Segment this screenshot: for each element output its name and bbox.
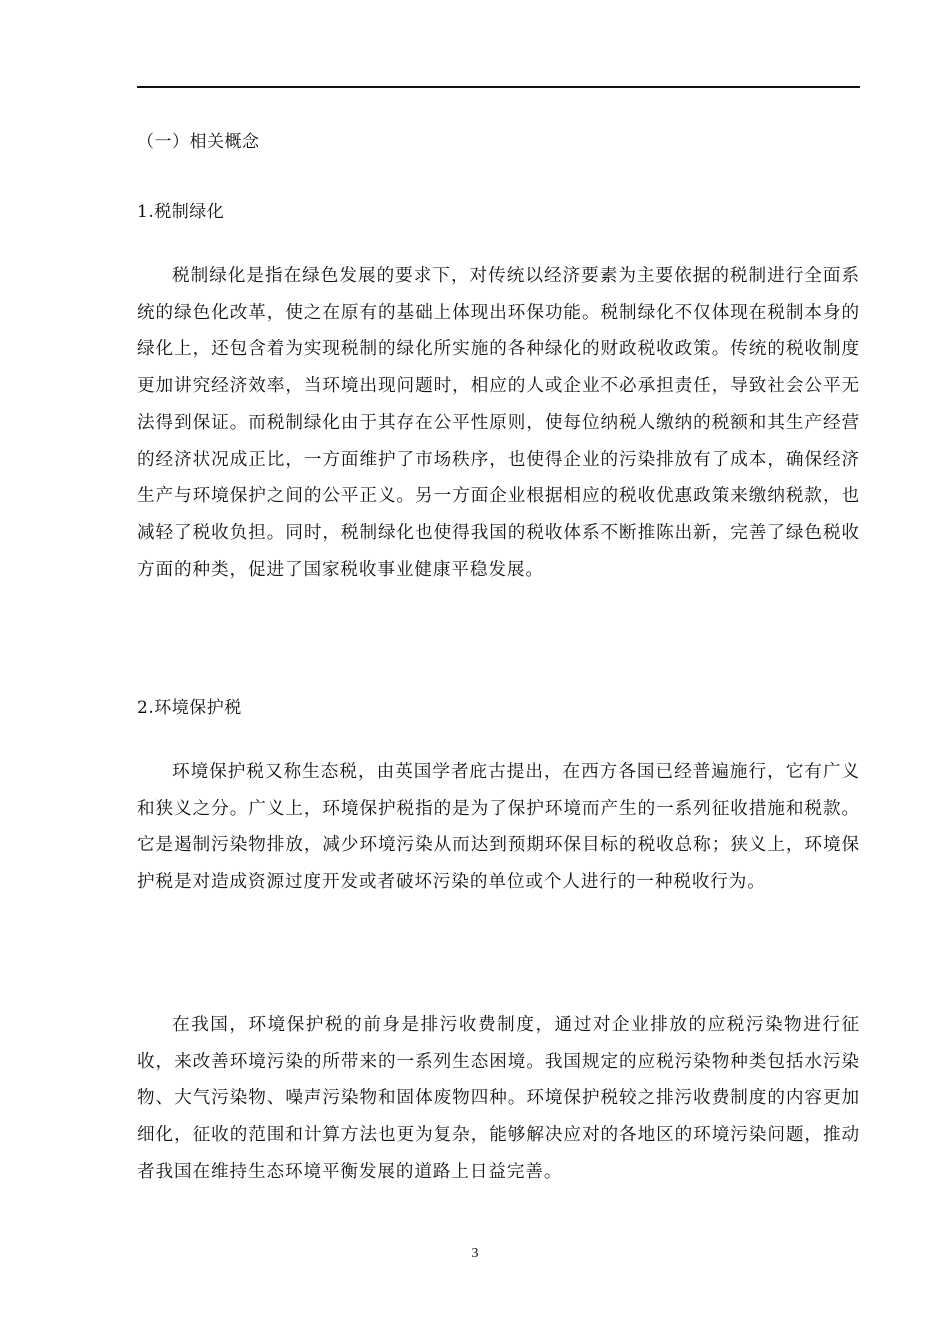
subsection-heading-tax-greening: 1.税制绿化 — [137, 202, 225, 222]
paragraph-tax-greening: 税制绿化是指在绿色发展的要求下，对传统以经济要素为主要依据的税制进行全面系统的绿色化改革，使之在原有的基础上体现出环保功能。税制绿化不仅体现在税制本身的绿化上，还包含着为实现税制的绿化所实施的各种绿化的财政税收政策。传统的税收制度更加讲究经济效率，当环境出现问题时，相应的人或企业不必承担责任，导致社会公平无法得到保证。而税制绿化由于其存在公平性原则，使每位纳税人缴纳的税额和其生产经营的经济状况成正比，一方面维护了市场秩序，也使得企业的污染排放有了成本，确保经济生产与环境保护之间的公平正义。另一方面企业根据相应的税收优惠政策来缴纳税款，也减轻了税收负担。同时，税制绿化也使得我国的税收体系不断推陈出新，完善了绿色税收方面的种类，促进了国家税收事业健康平稳发展。 — [137, 266, 860, 580]
section-heading: （一）相关概念 — [137, 132, 260, 152]
subsection-heading-environmental-tax: 2.环境保护税 — [137, 698, 242, 718]
paragraph-environmental-tax-definition: 环境保护税又称生态税，由英国学者庇古提出，在西方各国已经普遍施行，它有广义和狭义之分。广义上，环境保护税指的是为了保护环境而产生的一系列征收措施和税款。它是遏制污染物排放，减少环境污染从而达到预期环保目标的税收总称；狭义上，环境保护税是对造成资源过度开发或者破坏污染的单位或个人进行的一种税收行为。 — [137, 762, 860, 893]
page-number: 3 — [471, 1246, 479, 1261]
header-rule — [137, 86, 860, 88]
paragraph-environmental-tax-china: 在我国，环境保护税的前身是排污收费制度，通过对企业排放的应税污染物进行征收，来改善环境污染的所带来的一系列生态困境。我国规定的应税污染物种类包括水污染物、大气污染物、噪声污染物和固体废物四种。环境保护税较之排污收费制度的内容更加细化，征收的范围和计算方法也更为复杂，能够解决应对的各地区的环境污染问题，推动者我国在维持生态环境平衡发展的道路上日益完善。 — [137, 1015, 860, 1182]
